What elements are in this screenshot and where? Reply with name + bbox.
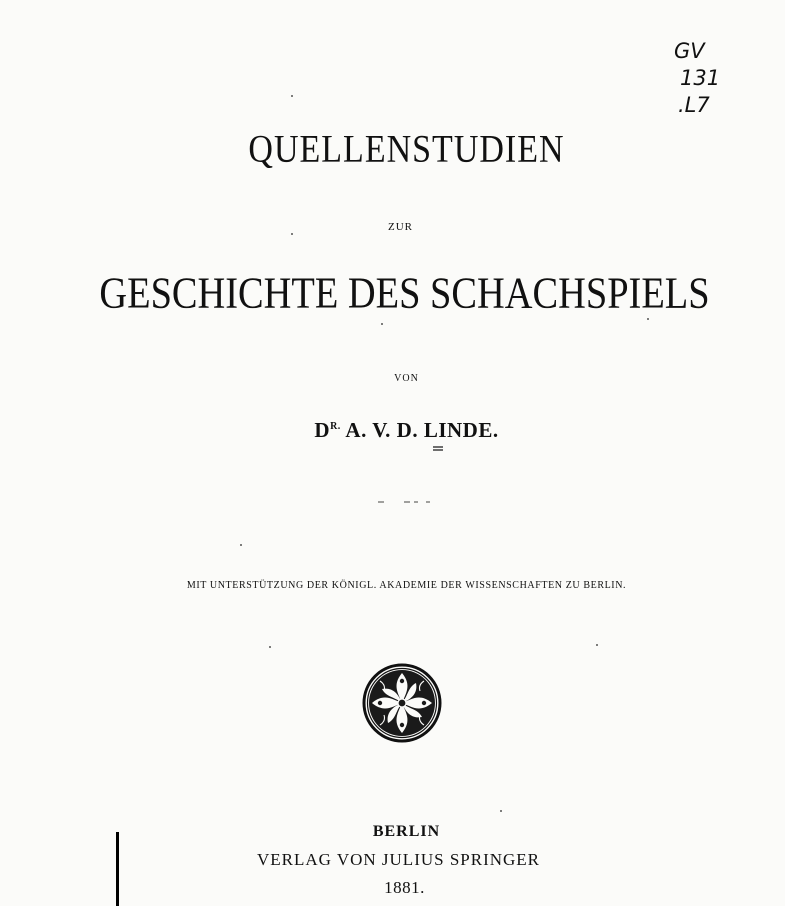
underline-mark-icon [433,446,443,452]
call-number-line-1: GV [674,39,705,63]
support-note: MIT UNTERSTÜTZUNG DER KÖNIGL. AKADEMIE DER WISSENSCHAFTEN ZU BERLIN. [186,580,627,591]
author-prefix: D [314,418,331,442]
paper-speck [596,644,598,646]
imprint-year: 1881. [384,878,425,897]
scan-margin-line [116,832,119,906]
author-line [14,418,785,443]
author-name: A. V. D. LINDE. [345,418,499,442]
call-number-line-3: .L7 [678,93,710,117]
paper-speck [291,95,293,97]
paper-speck [381,323,383,325]
paper-speck [500,810,502,812]
title-connector: ZUR [388,221,413,233]
paper-speck [291,233,293,235]
author-prefix-sup: R. [330,421,341,432]
imprint-place: BERLIN [372,823,441,840]
paper-speck [240,544,242,546]
printer-ornament-icon [362,663,442,743]
call-number-line-2: 131 [680,66,721,90]
book-subtitle: GESCHICHTE DES SCHACHSPIELS [99,267,710,318]
by-label: VON [394,373,419,384]
book-title: QUELLENSTUDIEN [248,128,565,171]
separator-dots-icon [376,500,436,504]
paper-speck [647,318,649,320]
paper-speck [269,646,271,648]
call-number-annotation [674,38,754,119]
imprint-publisher: VERLAG VON JULIUS SPRINGER [256,850,541,869]
